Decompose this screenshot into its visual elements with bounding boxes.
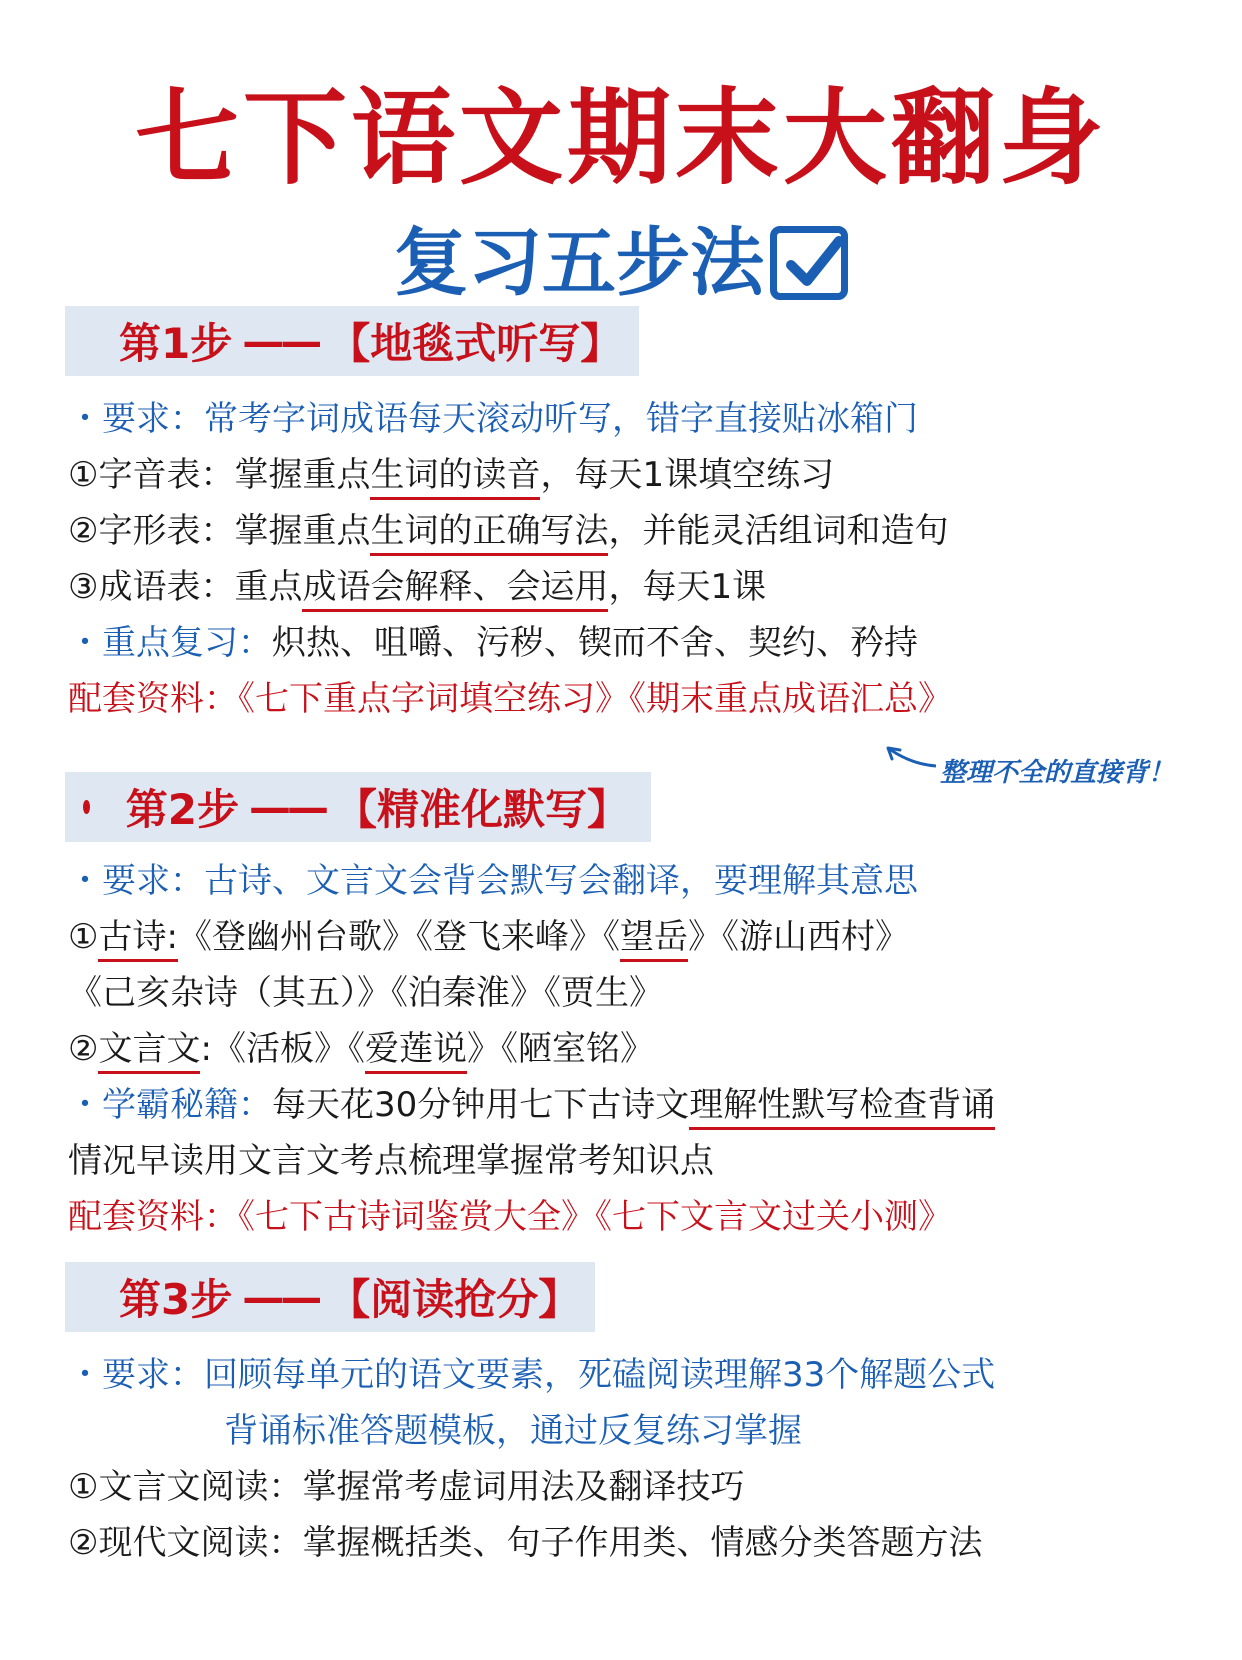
step1-line-3 <box>68 564 766 610</box>
step1-l2-post: ，并能灵活组词和造句 <box>608 511 949 551</box>
step1-name: 【地毯式听写】 <box>328 319 623 368</box>
step2-prose-underlined: 爱莲说 <box>365 1029 467 1074</box>
step1-header <box>65 306 639 376</box>
step1-l3-pre: ③成语表：重点 <box>68 567 303 607</box>
step1-l1-underlined: 生词的读音 <box>370 455 540 500</box>
step3-line-2: ②现代文阅读：掌握概括类、句子作用类、情感分类答题方法 <box>68 1523 983 1563</box>
step1-l1-post: ，每天1课填空练习 <box>540 455 835 495</box>
step1-key-label: ・重点复习： <box>68 623 272 663</box>
step2-number: 第2步 <box>125 785 239 834</box>
step3-header <box>65 1262 595 1332</box>
step1-l1-pre: ①字音表：掌握重点 <box>68 455 371 495</box>
step2-requirement <box>68 858 918 904</box>
step1-line-1 <box>68 452 834 498</box>
step1-requirement <box>68 396 918 442</box>
step2-tip-line2: 情况早读用文言文考点梳理掌握常考知识点 <box>68 1141 714 1181</box>
step3-requirement-line2: 背诵标准答题模板，通过反复练习掌握 <box>224 1411 802 1451</box>
step2-tip-text: 每天花30分钟用七下古诗文 <box>272 1085 690 1125</box>
step2-req-text: 古诗、文言文会背会默写会翻译，要理解其意思 <box>204 861 918 901</box>
step1-key-review <box>68 620 918 666</box>
step1-handwritten-note: 整理不全的直接背！ <box>940 758 1175 788</box>
step2-prose-label: 文言文 <box>98 1029 200 1074</box>
step3-req-text: 回顾每单元的语文要素，死磕阅读理解33个解题公式 <box>204 1355 996 1395</box>
step2-poem-number: ① <box>68 917 99 957</box>
step2-prose-list-b: 》《陋室铭》 <box>466 1029 654 1069</box>
step3-name: 【阅读抢分】 <box>328 1275 581 1324</box>
step2-prose-list-a: :《活板》《 <box>200 1029 365 1069</box>
step2-prose-number: ② <box>68 1029 99 1069</box>
bullet-dot-icon <box>83 800 90 814</box>
step2-header <box>65 772 651 842</box>
step2-poem-label: 古诗: <box>98 917 177 962</box>
step2-dash: —— <box>248 782 325 832</box>
step2-poems <box>68 914 909 960</box>
step2-tip <box>68 1082 995 1128</box>
step3-line-1: ①文言文阅读：掌握常考虚词用法及翻译技巧 <box>68 1467 745 1507</box>
step2-poem-list-b: 》《游山西村》 <box>687 917 909 957</box>
page-title: 七下语文期末大翻身 <box>134 77 1107 199</box>
step3-number: 第3步 <box>119 1275 233 1324</box>
step2-poems-line2: 《己亥杂诗（其五）》《泊秦淮》《贾生》 <box>68 973 663 1013</box>
step3-req-label: ・要求： <box>68 1355 204 1395</box>
step1-l2-underlined: 生词的正确写法 <box>370 511 608 556</box>
step2-material: 配套资料：《七下古诗词鉴赏大全》《七下文言文过关小测》 <box>68 1197 952 1237</box>
step1-number: 第1步 <box>119 319 233 368</box>
step2-name: 【精准化默写】 <box>334 785 629 834</box>
step2-req-label: ・要求： <box>68 861 204 901</box>
step1-req-label: ・要求： <box>68 399 204 439</box>
step1-key-text: 炽热、咀嚼、污秽、锲而不舍、契约、矜持 <box>272 623 918 663</box>
step1-dash: —— <box>242 316 319 366</box>
page-subtitle <box>0 218 1242 308</box>
step2-poem-underlined: 望岳 <box>620 917 688 962</box>
step2-prose <box>68 1026 654 1072</box>
step2-poem-list-a: 《登幽州台歌》《登飞来峰》《 <box>177 917 620 957</box>
step2-tip-underlined: 理解性默写检查背诵 <box>689 1085 995 1130</box>
step1-req-text: 常考字词成语每天滚动听写，错字直接贴冰箱门 <box>204 399 918 439</box>
arrow-icon <box>880 742 940 772</box>
step1-material: 配套资料：《七下重点字词填空练习》《期末重点成语汇总》 <box>68 679 952 719</box>
checkbox-icon <box>770 226 848 300</box>
subtitle-text: 复习五步法 <box>394 220 764 306</box>
step2-tip-label: ・学霸秘籍： <box>68 1085 272 1125</box>
step1-l3-post: ，每天1课 <box>608 567 767 607</box>
step3-requirement <box>68 1352 995 1398</box>
step3-dash: —— <box>242 1272 319 1322</box>
step1-line-2 <box>68 508 948 554</box>
step1-l2-pre: ②字形表：掌握重点 <box>68 511 371 551</box>
step1-l3-underlined: 成语会解释、会运用 <box>302 567 608 612</box>
